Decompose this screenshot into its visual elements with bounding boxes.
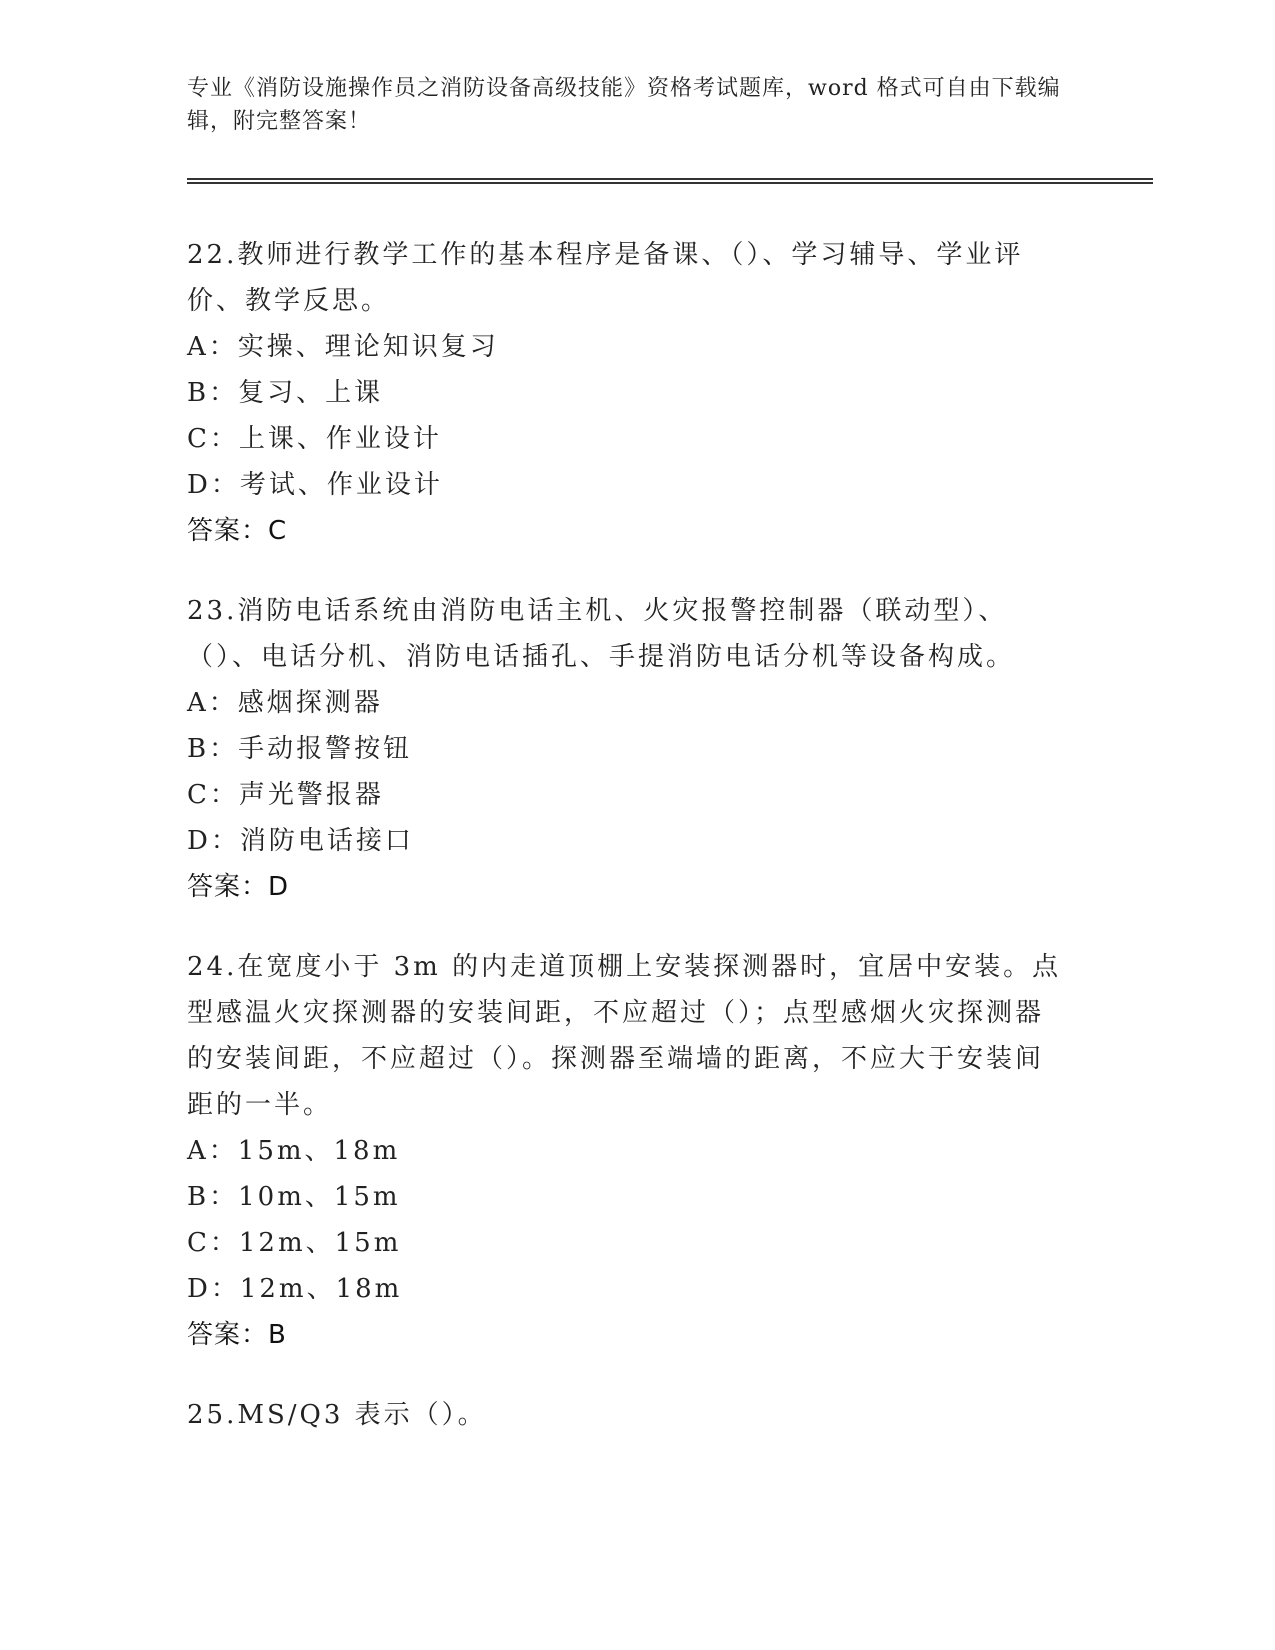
option-b: B：复习、上课	[187, 378, 384, 408]
question-24	[187, 944, 1067, 1358]
option-c: C：上课、作业设计	[187, 424, 442, 454]
answer-line: 答案：B	[187, 1320, 287, 1350]
option-d: D：12m、18m	[187, 1274, 403, 1304]
question-text: 25.MS/Q3 表示（）。	[187, 1400, 487, 1430]
question-text: 23.消防电话系统由消防电话主机、火灾报警控制器（联动型）、（）、电话分机、消防电话插孔、手提消防电话分机等设备构成。	[187, 596, 1016, 672]
option-b: B：手动报警按钮	[187, 734, 413, 764]
question-25	[187, 1392, 1067, 1438]
question-22	[187, 232, 1067, 554]
answer-line: 答案：D	[187, 872, 290, 902]
option-c: C：声光警报器	[187, 780, 384, 810]
option-b: B：10m、15m	[187, 1182, 401, 1212]
answer-line: 答案：C	[187, 516, 288, 546]
option-a: A：实操、理论知识复习	[187, 332, 499, 362]
header-divider	[187, 178, 1153, 184]
option-c: C：12m、15m	[187, 1228, 402, 1258]
question-text: 22.教师进行教学工作的基本程序是备课、（）、学习辅导、学业评价、教学反思。	[187, 240, 1024, 316]
question-list	[187, 232, 1067, 1472]
question-23	[187, 588, 1067, 910]
option-d: D：考试、作业设计	[187, 470, 443, 500]
option-a: A：感烟探测器	[187, 688, 383, 718]
option-a: A：15m、18m	[187, 1136, 401, 1166]
question-text: 24.在宽度小于 3m 的内走道顶棚上安装探测器时，宜居中安装。点型感温火灾探测器的安装间距，不应超过（）；点型感烟火灾探测器的安装间距，不应超过（）。探测器至端墙的距离，不应大于安装间距的一半。	[187, 952, 1062, 1120]
option-d: D：消防电话接口	[187, 826, 414, 856]
document-header: 专业《消防设施操作员之消防设备高级技能》资格考试题库，word 格式可自由下载编辑，附完整答案！	[187, 76, 1061, 134]
